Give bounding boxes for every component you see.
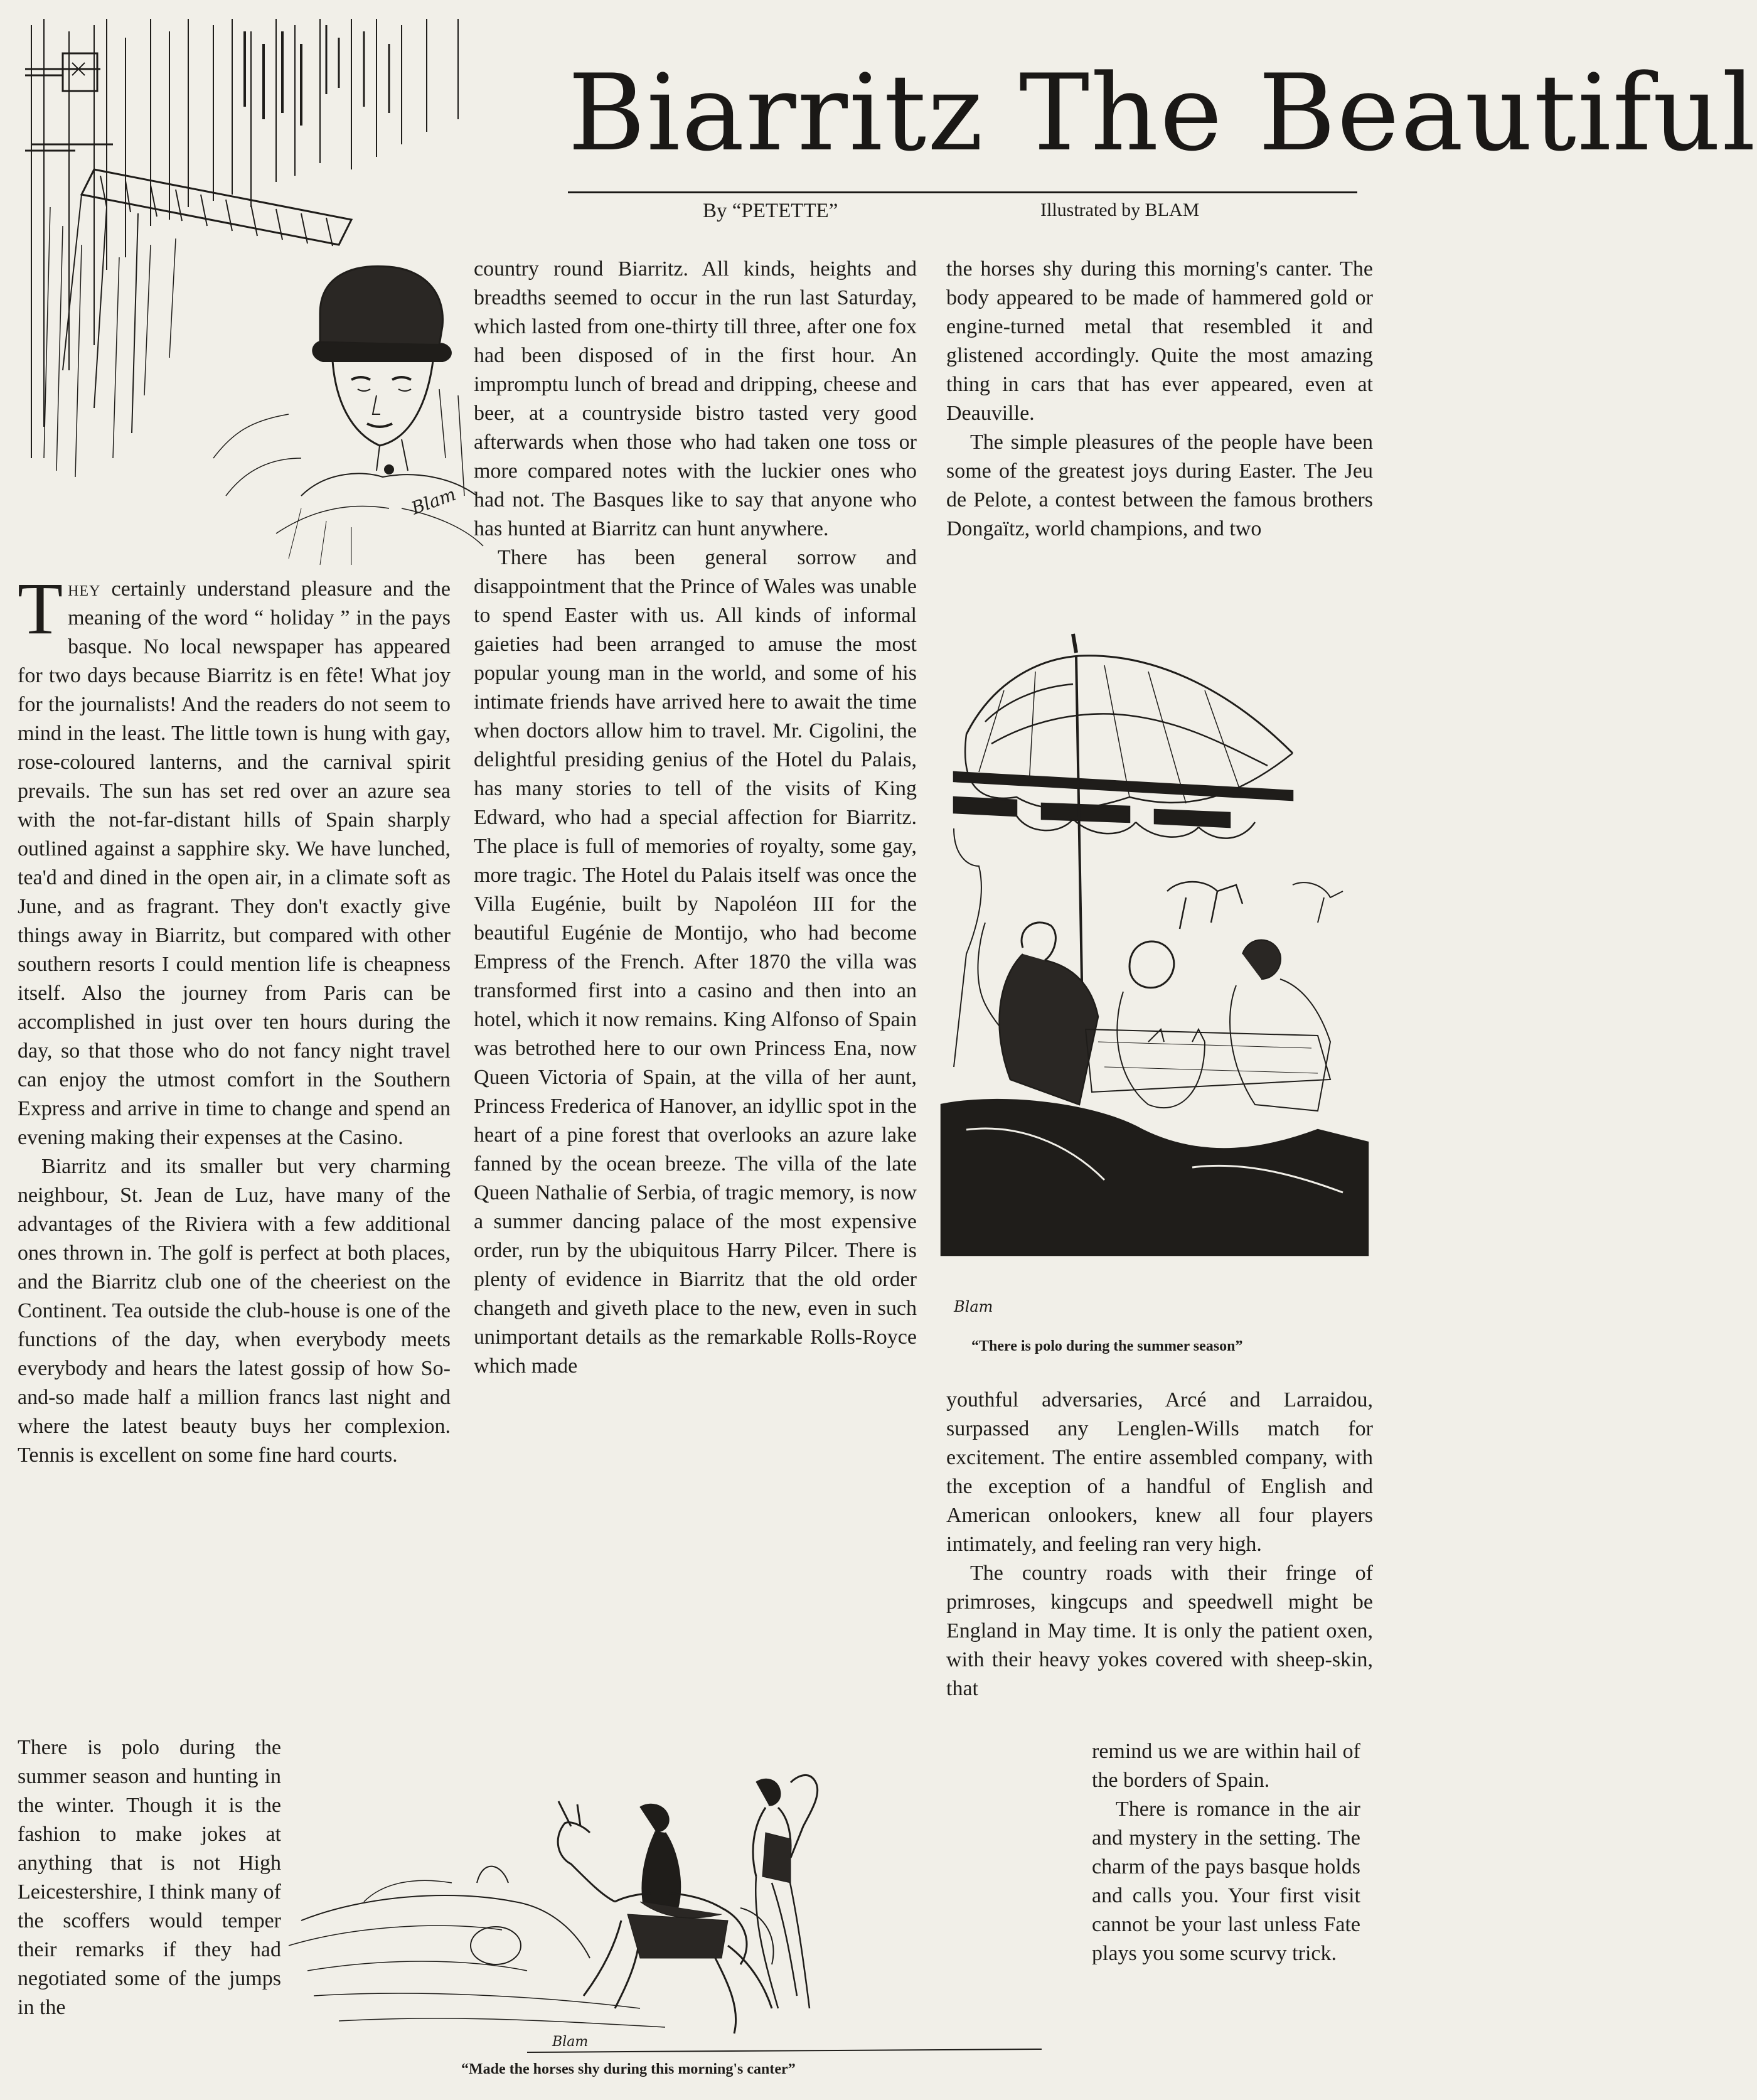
column-1-narrow	[18, 1733, 281, 2085]
horses-illustration	[289, 1757, 1079, 2071]
paragraph: The country roads with their fringe of primroses, kingcups and speedwell might be England in May time. It is only the patient oxen, with their heavy yokes covered with sheep-skin, that	[946, 1562, 1373, 1700]
horse-rider-right	[753, 1775, 818, 2008]
signature: Blam	[409, 483, 459, 519]
umbrella	[954, 634, 1293, 1017]
byline: By “PETETTE”	[703, 200, 838, 222]
paragraph: There has been general sorrow and disappointment that the Prince of Wales was unable to spend Easter with us. All kinds of informal gaieties had been arranged to amuse the most popular young man in the world, and some of his intimate friends have arrived here to await the time when doctors allow him to travel. Mr. Cigolini, the delightful presiding genius of the Hotel du Palais, has many stories to tell of the visits of King Edward, who had a special affection for Biarritz. The place is full of memories of royalty, some gay, more tragic. The Hotel du Palais itself was once the Villa Eugénie, built by Napoléon III for the beautiful Eugénie de Montijo, who had become Empress of the French. After 1870 the villa was transformed first into a casino and then into an hotel, which it now remains. King Alfonso of Spain was betrothed here to our own Princess Ena, now Queen Victoria of Spain, at the villa of her aunt, Princess Frederica of Hanover, an idyllic spot in the heart of a pine forest that overlooks an azure lake fanned by the ocean breeze. The villa of the late Queen Nathalie of Serbia, of tragic memory, is now a summer dancing palace of the most expensive order, run by the ubiquitous Harry Pilcer. There is plenty of evidence in Biarritz that the old order changeth and giveth place to the new, even in such unimportant details as the remarkable Rolls-Royce which made	[474, 546, 917, 1378]
awning	[44, 169, 351, 477]
column-3-top	[946, 255, 1373, 606]
horse-rider-left	[558, 1801, 773, 2033]
paragraph: There is romance in the air and mystery in the setting. The charm of the pays basque holds and calls you. Your first visit cannot be your last unless Fate plays you some scurvy trick.	[1092, 1797, 1360, 1965]
paragraph: youthful adversaries, Arcé and Larraidou, surpassed any Lenglen-Wills match for excitement. The entire assembled company, with the exception of a handful of English and American onlookers, knew all four players intimately, and feeling ran very high.	[946, 1388, 1373, 1556]
paragraph: There is polo during the summer season and hunting in the winter. Though it is the fashion to make jokes at anything that is not High Leicestershire, I think many of the scoffers would temper their remarks if they had negotiated some of the jumps in the	[18, 1736, 281, 2019]
column-2	[474, 255, 917, 1740]
article-title: Biarritz The Beautiful	[568, 51, 1757, 174]
paragraph: They certainly understand pleasure and the meaning of the word “ holiday ” in the pays basque. No local newspaper has appeared for two days because Biarritz is en fête! What joy for the journalists! And the readers do not seem to mind in the least. The little town is hung with gay, rose-coloured lanterns, and the carnival spirit prevails. The sun has set red over an azure sea with the not-far-distant hills of Spain sharply outlined against a sapphire sky. We have lunched, tea'd and dined in the open air, in a climate soft as June, and as fragrant. They don't exactly give things away in Biarritz, but compared with other southern resorts I could mention life is cheapness itself. Also the journey from Paris can be accomplished in just over ten hours during the day, so that those who do not fancy night travel can enjoy the utmost comfort in the Southern Express and arrive in time to change and spend an evening making their expenses at the Casino.	[18, 567, 451, 1149]
building-hatching	[25, 19, 458, 458]
umbrella-caption: “There is polo during the summer season”	[971, 1338, 1243, 1354]
horses-caption: “Made the horses shy during this morning's canter”	[461, 2061, 796, 2077]
column-1	[18, 567, 451, 1733]
woman-figure	[213, 266, 483, 565]
column-3-narrow	[1092, 1737, 1360, 2089]
title-rule	[568, 191, 1357, 193]
illustrator-credit: Illustrated by BLAM	[1040, 200, 1200, 220]
street-scene-illustration	[25, 19, 483, 571]
drop-cap: T	[18, 567, 63, 650]
cafe-figures	[941, 828, 1368, 1255]
signature: Blam	[552, 2034, 589, 2050]
column-3-middle	[946, 1386, 1373, 1747]
paragraph: the horses shy during this morning's canter. The body appeared to be made of hammered gold or engine-turned metal that resembled it and glistened accordingly. Quite the most amazing thing in cars that has ever appeared, even at Deauville.	[946, 257, 1373, 425]
paragraph: Biarritz and its smaller but very charming neighbour, St. Jean de Luz, have many of the advantages of the Riviera with a few additional ones thrown in. The golf is perfect at both places, and the Biarritz club one of the cheeriest on the Continent. Tea outside the club-house is one of the functions of the day, when everybody meets everybody and hears the latest gossip of how So-and-so made half a million francs last night and where the latest beauty buys her complexion. Tennis is excellent on some fine hard courts.	[18, 1155, 451, 1467]
paragraph: country round Biarritz. All kinds, heights and breadths seemed to occur in the run last Saturday, which lasted from one-thirty till three, after one fox had been disposed of in the first hour. An impromptu lunch of bread and dripping, cheese and beer, at a countryside bistro tasted very good afterwards when those who had taken one toss or more compared notes with the luckier ones who had not. The Basques like to say that anyone who has hunted at Biarritz can hunt anywhere.	[474, 257, 917, 540]
paragraph: remind us we are within hail of the borders of Spain.	[1092, 1740, 1360, 1792]
umbrella-polo-illustration	[941, 628, 1368, 1318]
paragraph: The simple pleasures of the people have been some of the greatest joys during Easter. The Jeu de Pelote, a contest between the famous brothers Dongaïtz, world champions, and two	[946, 431, 1373, 540]
signature: Blam	[954, 1298, 993, 1315]
car-sketch	[289, 1867, 665, 2027]
